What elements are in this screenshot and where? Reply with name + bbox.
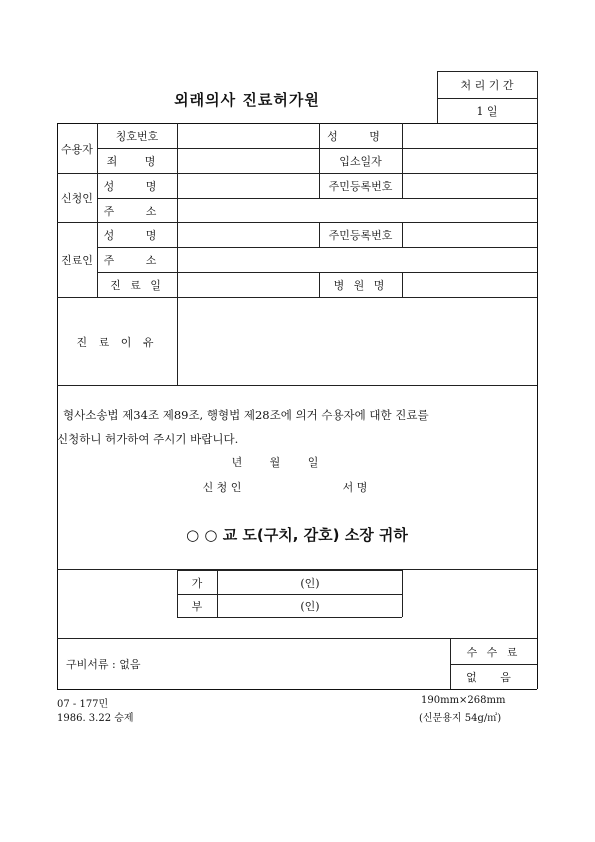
applicant-group-label: 신청인	[61, 192, 93, 205]
reject-label: 부	[191, 600, 203, 613]
inmate-title-number-field[interactable]	[178, 125, 318, 147]
fee-value: 없 음	[466, 671, 521, 684]
fee-label: 수 수 료	[466, 645, 521, 659]
reject-seal[interactable]: (인)	[300, 600, 320, 613]
inmate-name-label: 성 명	[327, 130, 394, 143]
paper-size: 190mm×268mm	[421, 695, 506, 706]
reason-label: 진 료 이 유	[76, 335, 158, 349]
form-approval-date: 1986. 3.22 승제	[57, 713, 134, 724]
inmate-title-number-label: 칭호번호	[115, 130, 159, 143]
doctor-rrn-field[interactable]	[403, 224, 536, 246]
reason-field[interactable]	[178, 299, 536, 384]
inmate-charge-label: 죄 명	[106, 155, 168, 168]
statement-line-2: 신청하니 허가하여 주시기 바랍니다.	[57, 432, 239, 446]
inmate-name-field[interactable]	[403, 125, 536, 147]
doctor-address-label: 주 소	[103, 254, 171, 267]
form-code: 07 - 177민	[57, 699, 109, 710]
doctor-name-field[interactable]	[178, 224, 318, 246]
approve-seal[interactable]: (인)	[300, 576, 320, 590]
inmate-admission-date-field[interactable]	[403, 150, 536, 172]
inmate-group-label: 수용자	[61, 142, 93, 156]
applicant-address-field[interactable]	[178, 200, 536, 221]
doctor-date-field[interactable]	[178, 274, 318, 296]
form-title: 외래의사 진료허가원	[174, 90, 320, 109]
doctor-name-label: 성 명	[103, 229, 171, 242]
required-documents: 구비서류 : 없음	[66, 658, 141, 671]
applicant-signature-label: 신 청 인	[202, 481, 242, 494]
applicant-rrn-field[interactable]	[403, 175, 536, 197]
inmate-admission-date-label: 입소일자	[339, 155, 382, 168]
applicant-rrn-label: 주민등록번호	[328, 180, 393, 193]
applicant-name-label: 성 명	[103, 180, 171, 193]
hospital-name-label: 병 원 명	[333, 279, 388, 292]
paper-spec: (신문용지 54g/㎡)	[419, 713, 502, 724]
applicant-name-field[interactable]	[178, 175, 318, 197]
processing-period-label: 처 리 기 간	[460, 79, 514, 92]
doctor-address-field[interactable]	[178, 249, 536, 271]
inmate-charge-field[interactable]	[178, 150, 318, 172]
hospital-name-field[interactable]	[403, 274, 536, 296]
doctor-rrn-label: 주민등록번호	[328, 229, 393, 242]
statement-line-1: 형사소송법 제34조 제89조, 행형법 제28조에 의거 수용자에 대한 진료를	[63, 408, 429, 422]
doctor-group-label: 진료인	[61, 254, 93, 267]
approve-label: 가	[191, 576, 203, 590]
doctor-date-label: 진 료 일	[110, 279, 164, 292]
addressee-line: ○ ○ 교 도(구치, 감호) 소장 귀하	[186, 525, 408, 544]
signature-label: 서 명	[342, 481, 368, 494]
application-date-line: 년 월 일	[231, 456, 319, 469]
applicant-address-label: 주 소	[103, 204, 171, 218]
processing-period-value: 1 일	[476, 105, 498, 118]
